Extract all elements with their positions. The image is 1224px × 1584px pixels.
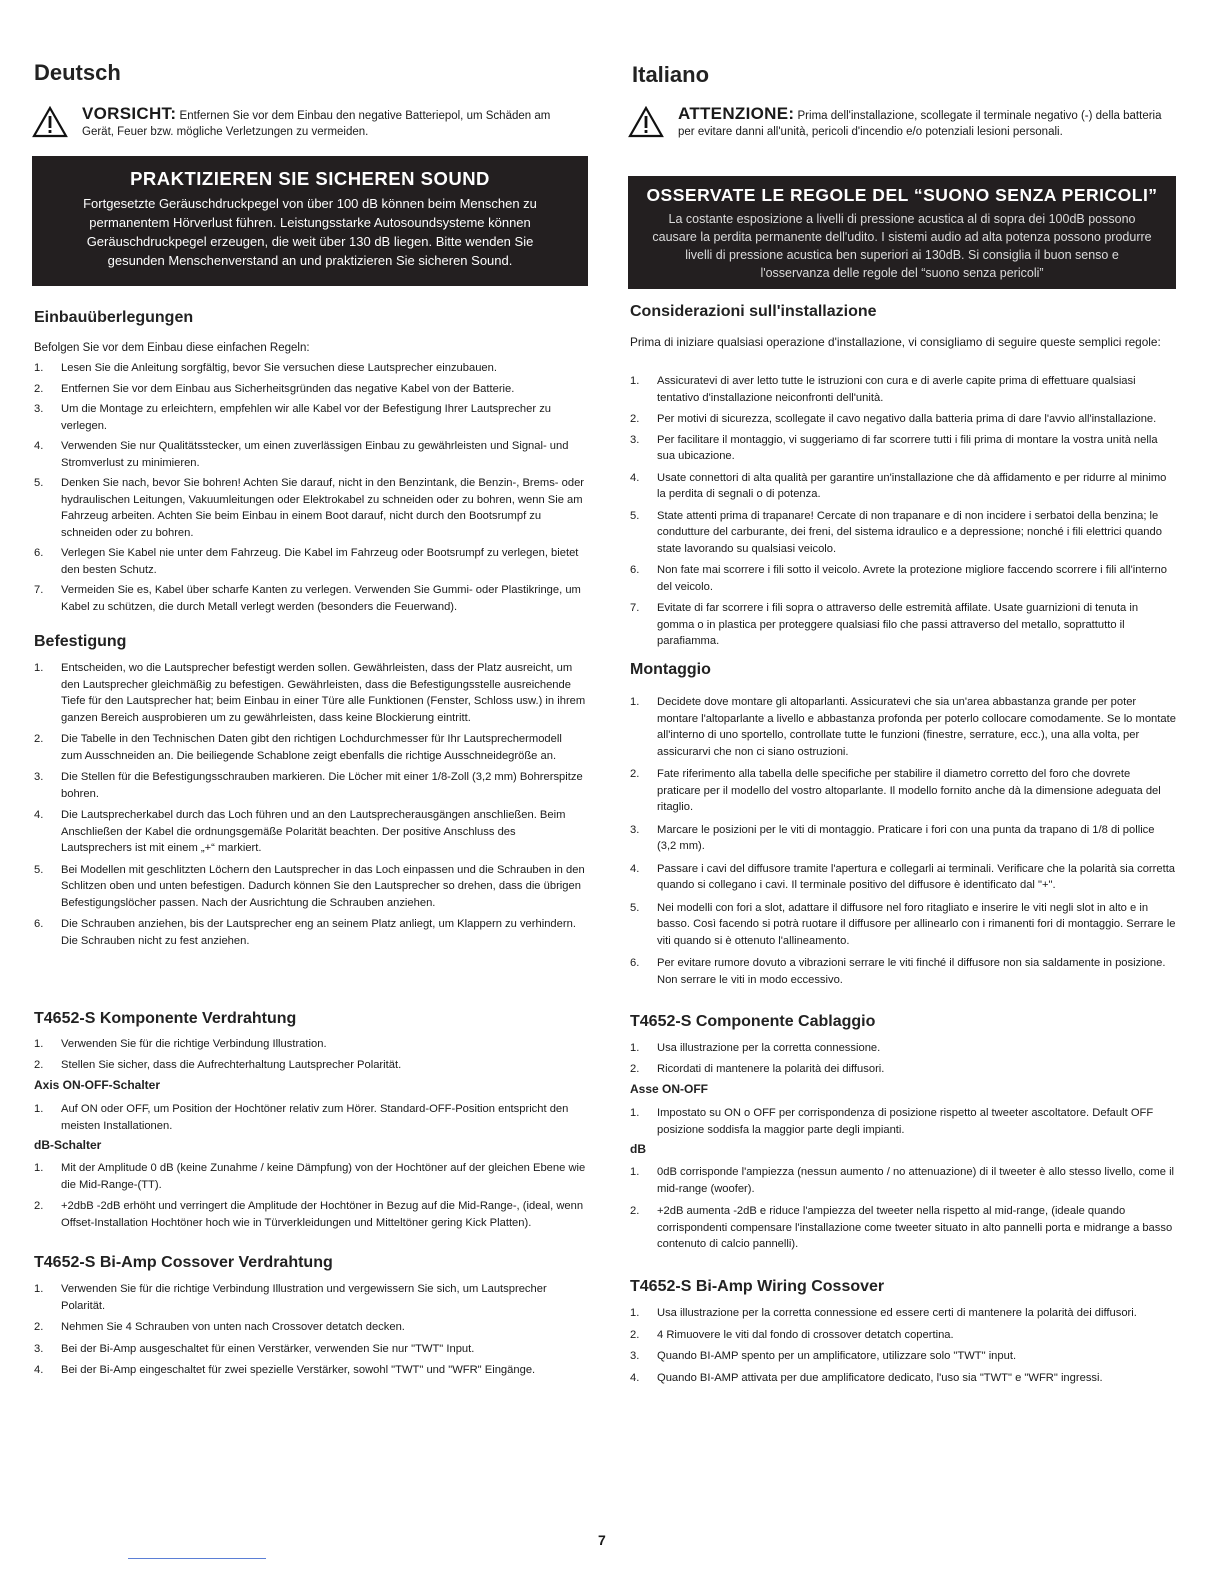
italian-db-list — [630, 1164, 1176, 1253]
list-item: 6. Per evitare rumore dovuto a vibrazioni serrare le viti finché il diffusore non sia saldamente in posizione. Non serrare le viti in modo eccessivo. — [630, 957, 1166, 986]
list-item: 7. Evitate di far scorrere i fili sopra o attraverso delle estremità affilate. Usate guarnizioni di tenuta in gomma o in plastica per proteggere qualsiasi filo che passi attraverso del metallo, soprattutto il parafiamma. — [630, 602, 1139, 647]
list-item: 1. Usa illustrazione per la corretta connessione ed essere certi di mantenere la polarità dei diffusori. — [630, 1307, 1137, 1319]
german-component-heading: T4652-S Komponente Verdrahtung — [34, 1010, 297, 1027]
list-item: 3. Bei der Bi-Amp ausgeschaltet für einen Verstärker, verwenden Sie nur "TWT" Input. — [34, 1342, 475, 1355]
warning-triangle-icon — [628, 106, 664, 138]
italian-safe-body: La costante esposizione a livelli di pressione acustica al di sopra dei 100dB possono causare la perdita permanente dell'udito. I sistemi audio ad alta potenza possono produrre livelli di pressione acustica ben superiori ai 130dB. Si consiglia il buon senso e l'osservanza delle regole del “suono senza pericoli” — [652, 212, 1152, 280]
list-item: 3. Per facilitare il montaggio, vi suggeriamo di far scorrere tutti i fili prima di montare la vostra unità nella sua ubicazione. — [630, 433, 1158, 462]
list-item: 4. Verwenden Sie nur Qualitätsstecker, um einen zuverlässigen Einbau zu gewährleisten und Signal- und Stromverlust zu minimieren. — [34, 440, 569, 469]
list-item: 3. Die Stellen für die Befestigungsschrauben markieren. Die Löcher mit einer 1/8-Zoll (3,2 mm) Bohrerspitze bohren. — [34, 771, 583, 800]
list-item: 4. Passare i cavi del diffusore tramite l'apertura e collegarli ai terminali. Verificare che la polarità sia corretta quando si collegano i cavi. Il terminale positivo del diffusore è identificato dal "+". — [630, 862, 1176, 891]
list-item: 4. Usate connettori di alta qualità per garantire un'installazione che dà affidamento e per ridurre al minimo la perdita di segnali o di potenza. — [630, 471, 1167, 500]
list-item: 3. Um die Montage zu erleichtern, empfehlen wir alle Kabel vor der Befestigung Ihrer Lautsprecher zu verlegen. — [34, 403, 552, 432]
list-item: 6. Verlegen Sie Kabel nie unter dem Fahrzeug. Die Kabel im Fahrzeug oder Bootsrumpf zu verlegen, bietet den besten Schutz. — [34, 547, 579, 576]
list-item: 1. Verwenden Sie für die richtige Verbindung Illustration und vergewissern Sie sich, um Lautsprecher Polarität. — [34, 1283, 547, 1312]
list-item: 1. Usa illustrazione per la corretta connessione. — [630, 1042, 881, 1054]
list-item: 5. Nei modelli con fori a slot, adattare il diffusore nel foro ritagliato e inserire le viti negli slot in alto e in basso. Così facendo si potrà ruotare il diffusore per allinearlo con i rimanenti fori di montaggio. Serrare le viti quando si è ottenuto l'allineamento. — [630, 901, 1176, 947]
list-item: 2. +2dbB -2dB erhöht und verringert die Amplitude der Hochtöner in Bezug auf die Mid-Range-, (ideal, wenn Offset-Installation Hochtöner hoch wie in Türverkleidungen und Mitteltöner gering Kick Platten). — [34, 1200, 584, 1229]
list-item: 1. Entscheiden, wo die Lautsprecher befestigt werden sollen. Gewährleisten, dass der Platz ausreicht, um den Lautsprecher gleichmäßig zu befestigen. Gewährleisten, dass die Befestigungsstelle ausreichende Tiefe für den Lautsprecher hat; beim Einbau in einer Türe alle Funktionen (Fenster, Schloss usw.) in ihrem ganzen Bereich ausprobieren um zu gewährleisten, dass keine Blockierung eintritt. — [34, 662, 586, 724]
italian-install-heading: Considerazioni sull'installazione — [630, 303, 877, 320]
italian-biamp-heading: T4652-S Bi-Amp Wiring Cossover — [630, 1278, 885, 1295]
list-item: 2. 4 Rimuovere le viti dal fondo di crossover detatch copertina. — [630, 1328, 954, 1341]
list-item: 3. Quando BI-AMP spento per un amplificatore, utilizzare solo "TWT" input. — [630, 1350, 1017, 1362]
italian-warning — [628, 106, 1174, 140]
italian-install-list — [630, 373, 1176, 650]
italian-warning-head: ATTENZIONE: — [678, 104, 795, 123]
list-item: 2. Ricordati di mantenere la polarità dei diffusori. — [630, 1062, 885, 1075]
list-item: 4. Quando BI-AMP attivata per due amplificatore dedicato, l'uso sia "TWT" e "WFR" ingressi. — [630, 1371, 1103, 1384]
german-warning — [32, 106, 580, 140]
german-db-heading: dB-Schalter — [34, 1138, 102, 1152]
italian-db-heading: dB — [630, 1142, 646, 1156]
list-item: 6. Die Schrauben anziehen, bis der Lautsprecher eng an seinem Platz anliegt, um Klappern zu verhindern. Die Schrauben nicht zu fest anziehen. — [34, 918, 576, 947]
italian-warning-text: Prima dell'installazione, scollegate il terminale negativo (-) della batteria per evitare danni all'unità, pericoli d'incendio e/o potenziali lesioni personali. — [678, 110, 1162, 138]
german-install-heading: Einbauüberlegungen — [34, 309, 194, 326]
list-item: 1. Verwenden Sie für die richtige Verbindung Illustration. — [34, 1038, 327, 1050]
german-safe-body: Fortgesetzte Geräuschdruckpegel von über 100 dB können beim Menschen zu permanentem Hörverlust führen. Leistungsstarke Autosoundsysteme können Geräuschdruckpegel erzeugen, die weit über 130 dB liegen. Bitte wenden Sie gesunden Menschenverstand an und praktizieren Sie sicheren Sound. — [83, 196, 537, 268]
italian-safe-sound-box — [628, 176, 1176, 289]
list-item: 2. Stellen Sie sicher, dass die Aufrechterhaltung Lautsprecher Polarität. — [34, 1058, 402, 1071]
german-warning-head: VORSICHT: — [82, 104, 177, 123]
german-install-intro: Befolgen Sie vor dem Einbau diese einfachen Regeln: — [34, 342, 310, 354]
german-db-list — [34, 1160, 586, 1231]
italian-mount-heading: Montaggio — [630, 661, 711, 678]
german-axis-heading: Axis ON-OFF-Schalter — [34, 1078, 161, 1092]
list-item: 4. Bei der Bi-Amp eingeschaltet für zwei spezielle Verstärker, sowohl "TWT" und "WFR" Eingänge. — [34, 1364, 536, 1376]
italian-biamp-list — [630, 1305, 1176, 1386]
warning-triangle-icon — [32, 106, 68, 138]
list-item: 2. Nehmen Sie 4 Schrauben von unten nach Crossover detatch decken. — [34, 1321, 405, 1333]
italian-mount-list — [630, 694, 1176, 988]
list-item: 2. +2dB aumenta -2dB e riduce l'ampiezza del tweeter nella rispetto al mid-range, (ideale quando corrispondenti compensare l'installazione come tweeter situato in alto pannelli porta e midrange a basso contenuto di calcio pannelli). — [630, 1205, 1173, 1250]
italian-title: Italiano — [632, 62, 710, 87]
german-biamp-heading: T4652-S Bi-Amp Cossover Verdrahtung — [34, 1254, 333, 1271]
list-item: 2. Die Tabelle in den Technischen Daten gibt den richtigen Lochdurchmesser für Ihr Lautsprechermodell zum Ausschneiden an. Die beiliegende Schablone zeigt ebenfalls die richtige Ausschneidegröße an. — [34, 733, 562, 762]
german-safe-sound-box — [32, 156, 588, 286]
list-item: 7. Vermeiden Sie es, Kabel über scharfe Kanten zu verlegen. Verwenden Sie Gummi- oder Plastikringe, um Kabel zu schützen, die durch Metall verlegt werden (besonders die Feuerwand). — [34, 584, 581, 613]
list-item: 5. Denken Sie nach, bevor Sie bohren! Achten Sie darauf, nicht in den Benzintank, die Benzin-, Brems- oder hydraulischen Leitungen, Vakuumleitungen oder Elektrokabel zu schneiden oder zu bohren, wenn Sie am Fahrzeug arbeiten. Achten Sie beim Einbau in einem Boot darauf, nicht durch den Bootsrumpf zu schneiden oder zu bohren. — [34, 477, 585, 539]
german-install-list — [34, 360, 586, 615]
german-mount-heading: Befestigung — [34, 633, 127, 650]
list-item: 3. Marcare le posizioni per le viti di montaggio. Praticare i fori con una punta da trapano di 1/8 di pollice (3,2 mm). — [630, 823, 1155, 852]
footer-rule — [128, 1558, 266, 1559]
list-item: 2. Fate riferimento alla tabella delle specifiche per stabilire il diametro corretto del foro che dovrete praticare per il modello del vostro altoparlante. Il modello fornito anche dà la dimensione adeguata del ritaglio. — [630, 768, 1161, 813]
italian-axis-list — [630, 1105, 1176, 1138]
list-item: 1. Decidete dove montare gli altoparlanti. Assicuratevi che sia un'area abbastanza grande per poter montare l'altoparlante a livello e abbastanza profonda per poterlo collocare comodamente. Se lo montate all'interno di uno sportello, controllate tutte le funzioni (finestre, serrature, ecc.), una alla volta, per assicurarvi che non ci siano ostruzioni. — [630, 696, 1176, 758]
page-number: 7 — [598, 1532, 606, 1548]
list-item: 1. 0dB corrisponde l'ampiezza (nessun aumento / no attenuazione) di il tweeter è allo stesso livello, come il mid-range (woofer). — [630, 1166, 1175, 1195]
german-biamp-list — [34, 1281, 586, 1379]
list-item: 5. Bei Modellen mit geschlitzten Löchern den Lautsprecher in das Loch einpassen und die Schrauben in den Schlitzen oben und unten befestigen. Dadurch können Sie den Lautsprecher so drehen, dass die übrigen Befestigungslöcher passen. Nach der Ausrichtung die Schrauben anziehen. — [34, 863, 585, 909]
italian-axis-heading: Asse ON-OFF — [630, 1082, 709, 1096]
list-item: 2. Entfernen Sie vor dem Einbau aus Sicherheitsgründen das negative Kabel von der Batterie. — [34, 382, 515, 395]
italian-component-list — [630, 1040, 1176, 1077]
list-item: 1. Mit der Amplitude 0 dB (keine Zunahme / keine Dämpfung) von der Hochtöner auf der gleichen Ebene wie die Mid-Range-(TT). — [34, 1162, 586, 1191]
list-item: 1. Lesen Sie die Anleitung sorgfältig, bevor Sie versuchen diese Lautsprecher einzubauen. — [34, 362, 497, 374]
german-axis-list — [34, 1101, 586, 1134]
german-title: Deutsch — [34, 60, 121, 85]
italian-component-heading: T4652-S Componente Cablaggio — [630, 1013, 876, 1030]
italian-install-intro: Prima di iniziare qualsiasi operazione d'installazione, vi consigliamo di seguire queste semplici regole: — [630, 335, 1161, 349]
list-item: 4. Die Lautsprecherkabel durch das Loch führen und an den Lautsprecherausgängen anschließen. Beim Anschließen der Kabel die ordnungsgemäße Polarität beachten. Der positive Anschluss des Lautsprechers ist mit einem „+“ markiert. — [34, 809, 566, 854]
italian-safe-title: OSSERVATE LE REGOLE DEL “SUONO SENZA PERICOLI” — [646, 185, 1158, 205]
list-item: 6. Non fate mai scorrere i fili sotto il veicolo. Avrete la protezione migliore faccendo scorrere i fili all'interno del veicolo. — [630, 564, 1167, 593]
german-mount-list — [34, 660, 586, 949]
list-item: 2. Per motivi di sicurezza, scollegate il cavo negativo dalla batteria prima di dare l'avvio all'installazione. — [630, 413, 1157, 425]
german-warning-text: Entfernen Sie vor dem Einbau den negative Batteriepol, um Schäden am Gerät, Feuer bzw. mögliche Verletzungen zu vermeiden. — [82, 110, 551, 138]
list-item: 5. State attenti prima di trapanare! Cercate di non trapanare e di non incidere i serbatoi della benzina; le condutture del carburante, dei freni, del sistema idraulico e a depressione; nonché i fili elettrici quando state lavorando su qualsiasi veicolo. — [630, 509, 1162, 555]
german-component-list — [34, 1036, 586, 1073]
list-item: 1. Impostato su ON o OFF per corrispondenza di posizione rispetto al tweeter ascoltatore. Default OFF posizione soddisfa la maggior parte degli impianti. — [630, 1107, 1154, 1136]
german-safe-title: PRAKTIZIEREN SIE SICHEREN SOUND — [130, 168, 490, 189]
list-item: 1. Assicuratevi di aver letto tutte le istruzioni con cura e di averle capite prima di effettuare qualsiasi tentativo d'installazione neiconfronti dell'unità. — [630, 375, 1136, 404]
list-item: 1. Auf ON oder OFF, um Position der Hochtöner relativ zum Hörer. Standard-OFF-Position entspricht den meisten Installationen. — [34, 1103, 569, 1132]
